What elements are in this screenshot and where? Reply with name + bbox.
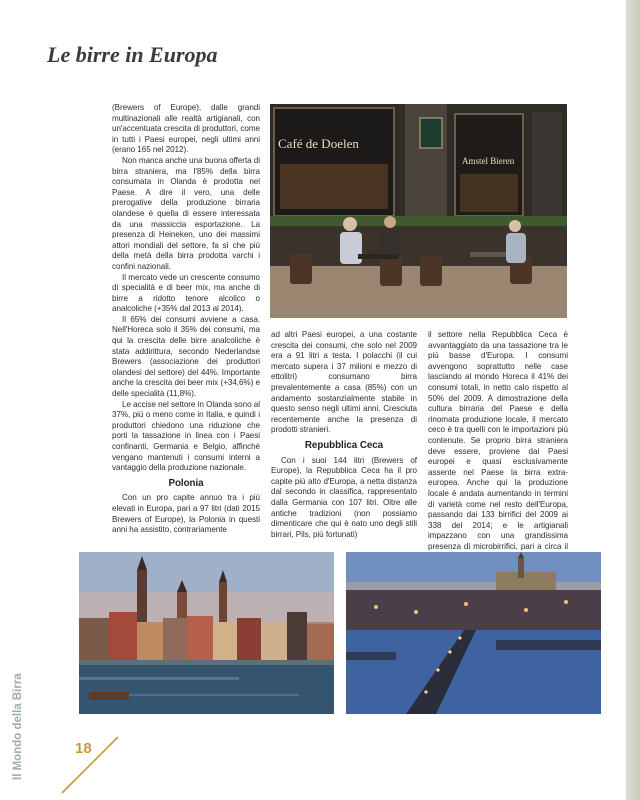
gdansk-illustration	[79, 552, 334, 714]
page-title: Le birre in Europa	[47, 42, 218, 67]
paragraph: Non manca anche una buona offerta di birra straniera, ma l'85% della birra consumata in Olanda è prodotta nel Paese. A dire il vero, una delle prerogative della produzione birraria olandese è quella di essere interessata da una massiccia esportazione. La presenza di Heineken, uno dei massimi attori mondiali del settore, fa sì che più della metà della birra prodotta varchi i confini nazionali.	[112, 155, 260, 271]
paragraph: Le accise nel settore in Olanda sono al 37%, più o meno come in Italia, e quindi i produttori chiedono una riduzione che porti la tassazione in linea con i Paesi confinanti, Germania e Belgio, affinché vengano mantenuti i consumi interni a vantaggio della produzione nazionale.	[112, 399, 260, 473]
cafe-illustration	[270, 104, 567, 318]
paragraph: Con i suoi 144 litri (Brewers of Europe), la Repubblica Ceca ha il pro capite più alto d'Europa, a netta distanza dal secondo in classifica, rappresentato dalla Germania con 107 litri. Oltre alle antiche tradizioni (non possiamo dimenticare che qui è nato uno degli stili birrari, Pils, più fortunati)	[271, 455, 417, 539]
paragraph: il settore nella Repubblica Ceca è avvantaggiato da una tassazione tra le più basse d'Europa. I consumi avvengono soprattutto nelle case lasciando al mondo Horeca il 41% dei consumi totali, in netto calo rispetto al 50% del 2009. A dimostrazione della cultura birraria del Paese e della rinomata produzione locale, il mercato ceco è tra quelli con le importazioni più contenute. Se proprio birra straniera deve essere, proviene dai Paesi europei e quasi esclusivamente assente nel Paese la birra extra-europea. Anche qui la produzione locale è andata aumentando in termini di varietà come nel resto dell'Europa, passando dai 133 birrifici del 2009 ai 338 del 2014; e le artigianali impazzano con una grandissima presenza di microbirrifici, pari a circa il	[428, 330, 568, 551]
gdansk-photo	[79, 552, 334, 714]
cafe-sign-text: Café de Doelen	[278, 136, 359, 151]
paragraph: Il 65% dei consumi avviene a casa. Nell'Horeca solo il 35% dei consumi, ma qui la crescita delle birre analcoliche è stata addirittura, secondo Nederlandse Brewers (associazione dei produttori olandesi del settore) del 44%. Importante anche la crescita dei beer mix (+34,6%) e delle specialità (11,8%).	[112, 314, 260, 399]
paragraph: Con un pro capite annuo tra i più elevati in Europa, pari a 97 litri (dati 2015 Brewers of Europe), la Polonia in questi anni ha assistito, contrariamente	[112, 493, 260, 535]
text-column-3	[428, 330, 568, 563]
text-column-2	[271, 330, 417, 540]
amstel-sign-text: Amstel Bieren	[462, 156, 515, 166]
paragraph: Il mercato vede un crescente consumo di specialità e di beer mix, ma anche di birre a ridotto tenore alcolico o analcoliche (+35% dal 2013 al 2014).	[112, 272, 260, 314]
magazine-name: Il Mondo della Birra	[12, 673, 24, 780]
section-heading-polonia: Polonia	[168, 477, 204, 489]
prague-illustration	[346, 552, 601, 714]
page-number: 18	[75, 740, 92, 757]
paragraph: (Brewers of Europe), dalle grandi multinazionali alle realtà artigianali, con un'accentuata crescita di produttori, come in tutti i Paesi europei, negli ultimi anni (erano 165 nel 2012).	[112, 103, 260, 155]
prague-photo	[346, 552, 601, 714]
section-heading-repubblica-ceca: Repubblica Ceca	[304, 439, 384, 451]
cafe-photo	[270, 104, 567, 318]
paragraph: ad altri Paesi europei, a una costante crescita dei consumi, che solo nel 2009 era a 91 litri a testa. I polacchi (il cui mercato supera i 37 milioni e mezzo di ettolitri) consumano birra prevalentemente a casa (85%) con un andamento sostanzialmente stabile in questo senso negli ultimi anni. Cresciuta recentemente anche la presenza di prodotti stranieri.	[271, 330, 417, 435]
page-edge-strip	[626, 0, 640, 800]
text-column-1	[112, 103, 260, 536]
